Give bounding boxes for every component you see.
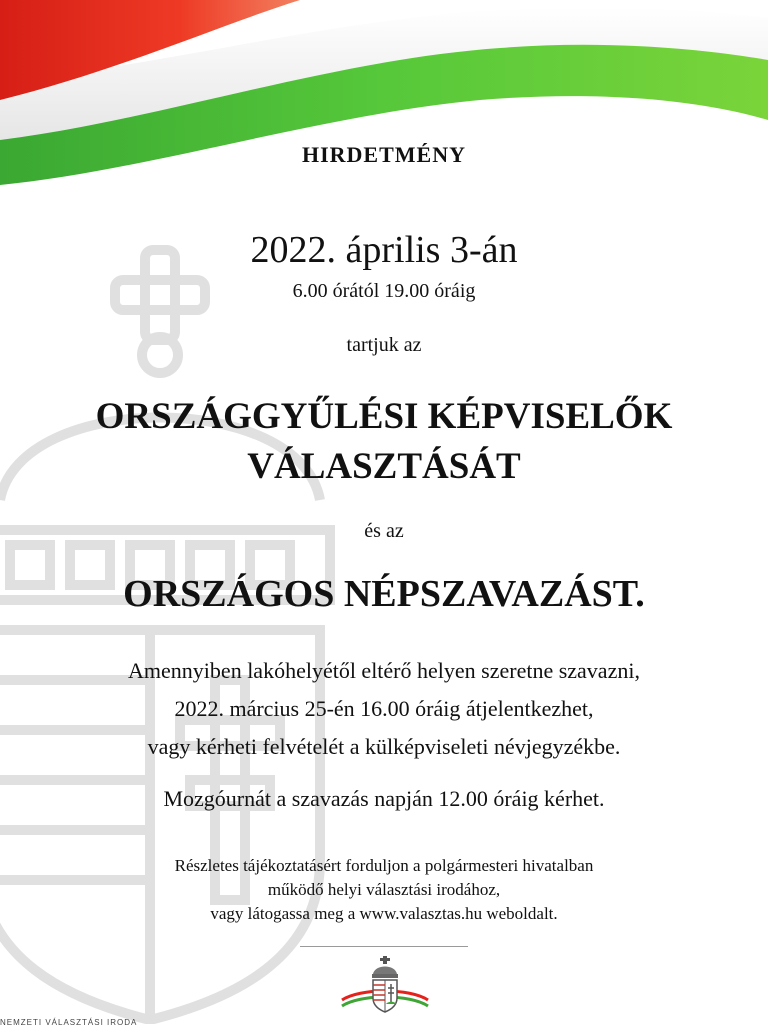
office-name: NEMZETI VÁLASZTÁSI IRODA bbox=[0, 1018, 138, 1027]
polling-hours: 6.00 órától 19.00 óráig bbox=[292, 280, 476, 302]
mobile-ballot-box-info: Mozgóurnát a szavazás napján 12.00 óráig kérhet. bbox=[163, 786, 605, 811]
nvi-crest-logo-icon bbox=[340, 954, 430, 1024]
and-text: és az bbox=[364, 520, 404, 542]
registration-info-line3: vagy kérheti felvételét a külképviseleti névjegyzékbe. bbox=[147, 734, 621, 759]
referendum-title: ORSZÁGOS NÉPSZAVAZÁST. bbox=[123, 573, 645, 615]
details-line2: működő helyi választási irodához, bbox=[267, 880, 501, 899]
election-title-line2: VÁLASZTÁSÁT bbox=[247, 446, 521, 487]
election-title bbox=[0, 392, 768, 492]
election-date: 2022. április 3-án bbox=[250, 229, 518, 271]
details-line1: Részletes tájékoztatásért forduljon a polgármesteri hivatalban bbox=[174, 856, 594, 875]
registration-info-line1: Amennyiben lakóhelyétől eltérő helyen szeretne szavazni, bbox=[128, 658, 640, 683]
details-info bbox=[0, 854, 768, 926]
footer-divider bbox=[300, 946, 468, 947]
registration-info-line2: 2022. március 25-én 16.00 óráig átjelentkezhet, bbox=[174, 696, 594, 721]
details-line3: vagy látogassa meg a www.valasztas.hu weboldalt. bbox=[210, 904, 558, 923]
election-title-line1: ORSZÁGGYŰLÉSI KÉPVISELŐK bbox=[95, 396, 673, 437]
registration-info bbox=[0, 652, 768, 766]
notice-heading: HIRDETMÉNY bbox=[301, 142, 466, 167]
intro-text: tartjuk az bbox=[346, 334, 422, 356]
